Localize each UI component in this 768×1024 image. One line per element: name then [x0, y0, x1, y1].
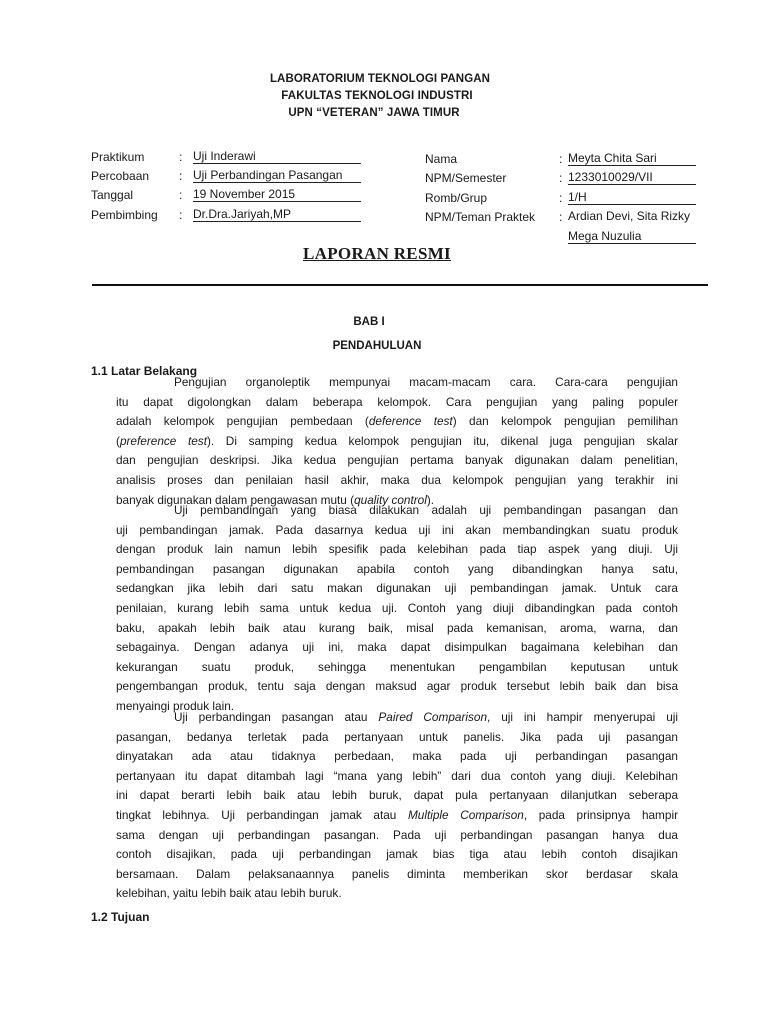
paragraph-2 — [116, 501, 678, 717]
institution-header — [0, 71, 768, 122]
section-heading-tujuan: 1.2 Tujuan — [91, 910, 150, 924]
info-label: Tanggal — [91, 188, 134, 202]
text-line: analisis proses dan penilaian hasil akhir, maka dua kelompok pengujian yang terakhir ini — [116, 472, 678, 487]
text-run: ). — [426, 492, 435, 507]
text-line: kelebihan, yaitu lebih baik atau lebih buruk. — [116, 886, 342, 901]
info-label: Romb/Grup — [425, 191, 488, 205]
text-line: dengan produk lain namun lebih spesifik pada kelebihan pada tiap aspek yang diuji. Uji — [116, 542, 678, 557]
text-run: , pada prinsipnya hampir — [523, 807, 678, 822]
info-value: Uji Perbandingan Pasangan — [193, 169, 361, 183]
info-label: Pembimbing — [91, 208, 158, 222]
text-line: penilaian, kurang lebih sama untuk kedua uji. Contoh yang diuji dibandingkan pada contoh — [116, 600, 678, 615]
text-line: pertanyaan itu dapat ditambah lagi “mana yang lebih” dari dua contoh yang diuji. Kelebihan — [116, 768, 678, 783]
colon: : — [179, 169, 183, 183]
text-line: itu dapat digolongkan dalam beberapa kelompok. Cara pengujian yang paling populer — [116, 394, 678, 409]
colon: : — [559, 171, 563, 185]
colon: : — [559, 210, 563, 224]
text-line: uji pembandingan jamak. Pada dasarnya kedua uji ini akan membandingkan suatu produk — [116, 522, 678, 537]
text-line — [116, 412, 678, 432]
text-line: contoh disajikan, pada uji perbandingan jamak bias tiga atau lebih contoh disajikan — [116, 847, 678, 862]
text-run: , uji ini hampir menyerupai uji — [487, 710, 678, 724]
italic-term: preference test — [119, 433, 207, 448]
italic-term: Multiple Comparison — [407, 807, 524, 822]
text-line: dinyatakan ada atau tidaknya perbedaan, maka pada uji perbandingan pasangan — [116, 749, 678, 764]
report-title-text: LAPORAN RESMI — [303, 244, 451, 263]
text-run: ) dan kelompok pengujian pemilihan — [452, 414, 678, 429]
title-divider — [92, 284, 708, 286]
report-title — [0, 244, 768, 264]
text-run: tingkat lebihnya. Uji perbandingan jamak atau — [116, 807, 408, 822]
text-line: pengembangan produk, tentu saja dengan maksud agar produk tersebut lebih baik dan bisa — [116, 679, 678, 694]
info-label: NPM/Teman Praktek — [425, 210, 536, 224]
text-line: menyaingi produk lain. — [116, 698, 235, 713]
text-line: sama dengan uji perbandingan pasangan. Pada uji perbandingan pasangan hanya dua — [116, 827, 678, 842]
info-label: Nama — [425, 152, 458, 166]
text-line: ini dapat berarti lebih baik atau lebih buruk, dapat pula pertanyaan dilanjutkan seberapa — [116, 788, 678, 803]
info-value: 19 November 2015 — [193, 188, 361, 202]
info-value: Dr.Dra.Jariyah,MP — [193, 208, 361, 222]
colon: : — [179, 150, 183, 164]
colon: : — [179, 208, 183, 222]
italic-term: deference test — [368, 414, 453, 429]
info-value: Mega Nuzulia — [568, 230, 696, 244]
text-run: ( — [116, 433, 120, 448]
text-line: bersamaan. Dalam pelaksanaannya panelis diminta memberikan skor berdasar skala — [116, 866, 678, 881]
text-line: Pengujian organoleptik mempunyai macam-macam cara. Cara-cara pengujian — [174, 375, 678, 389]
text-line: pembandingan pasangan digunakan apabila contoh yang dibandingkan hanya satu, — [116, 561, 678, 576]
header-line-2: FAKULTAS TEKNOLOGI INDUSTRI — [281, 90, 473, 102]
italic-term: Paired Comparison — [378, 710, 488, 724]
paragraph-1 — [116, 373, 678, 510]
text-run: ). Di samping kedua kelompok pengujian itu, dikenal juga pengujian skalar — [206, 433, 678, 448]
header-line-1: LABORATORIUM TEKNOLOGI PANGAN — [269, 73, 491, 85]
header-line-3: UPN “VETERAN” JAWA TIMUR — [288, 107, 460, 119]
info-label: Percobaan — [91, 169, 150, 183]
info-value: 1/H — [568, 191, 696, 205]
text-line: baku, apakah lebih baik atau kurang baik, misal pada kemanisan, aroma, warna, dan — [116, 620, 678, 635]
chapter-title: PENDAHULUAN — [332, 340, 422, 352]
colon: : — [179, 188, 183, 202]
chapter-number: BAB I — [353, 316, 385, 328]
text-run: Uji perbandingan pasangan atau — [174, 710, 379, 724]
text-line — [116, 806, 678, 826]
text-line: sebagainya. Dengan adanya uji ini, maka dapat disimpulkan bagaimana kelebihan dan — [116, 640, 678, 655]
info-value: Ardian Devi, Sita Rizky — [568, 209, 691, 223]
info-label: Praktikum — [91, 150, 145, 164]
text-line — [116, 432, 678, 452]
text-run: banyak digunakan dalam pengawasan mutu ( — [116, 492, 355, 507]
text-line — [116, 708, 678, 728]
text-line: sedangkan jika lebih dari satu makan digunakan uji pembandingan jamak. Untuk cara — [116, 581, 678, 596]
text-line: kekurangan suatu produk, sehingga menentukan pengambilan keputusan untuk — [116, 659, 678, 674]
text-line: dan pengujian deskripsi. Jika kedua pengujian pertama banyak digunakan dalam penelitian, — [116, 453, 678, 468]
text-line: Uji pembandingan yang biasa dilakukan adalah uji pembandingan pasangan dan — [174, 503, 678, 517]
info-value: 1233010029/VII — [568, 171, 696, 185]
italic-term: quality control — [354, 492, 427, 507]
text-line: pasangan, bedanya terletak pada pertanyaan untuk panelis. Jika pada uji pasangan — [116, 729, 678, 744]
info-label: NPM/Semester — [425, 171, 507, 185]
colon: : — [559, 191, 563, 205]
paragraph-3 — [116, 708, 678, 904]
info-value: Uji Inderawi — [193, 150, 361, 164]
colon: : — [559, 152, 563, 166]
info-value: Meyta Chita Sari — [568, 152, 696, 166]
text-run: adalah kelompok pengujian pembedaan ( — [116, 414, 369, 429]
section-heading-latar-belakang: 1.1 Latar Belakang — [91, 364, 198, 378]
